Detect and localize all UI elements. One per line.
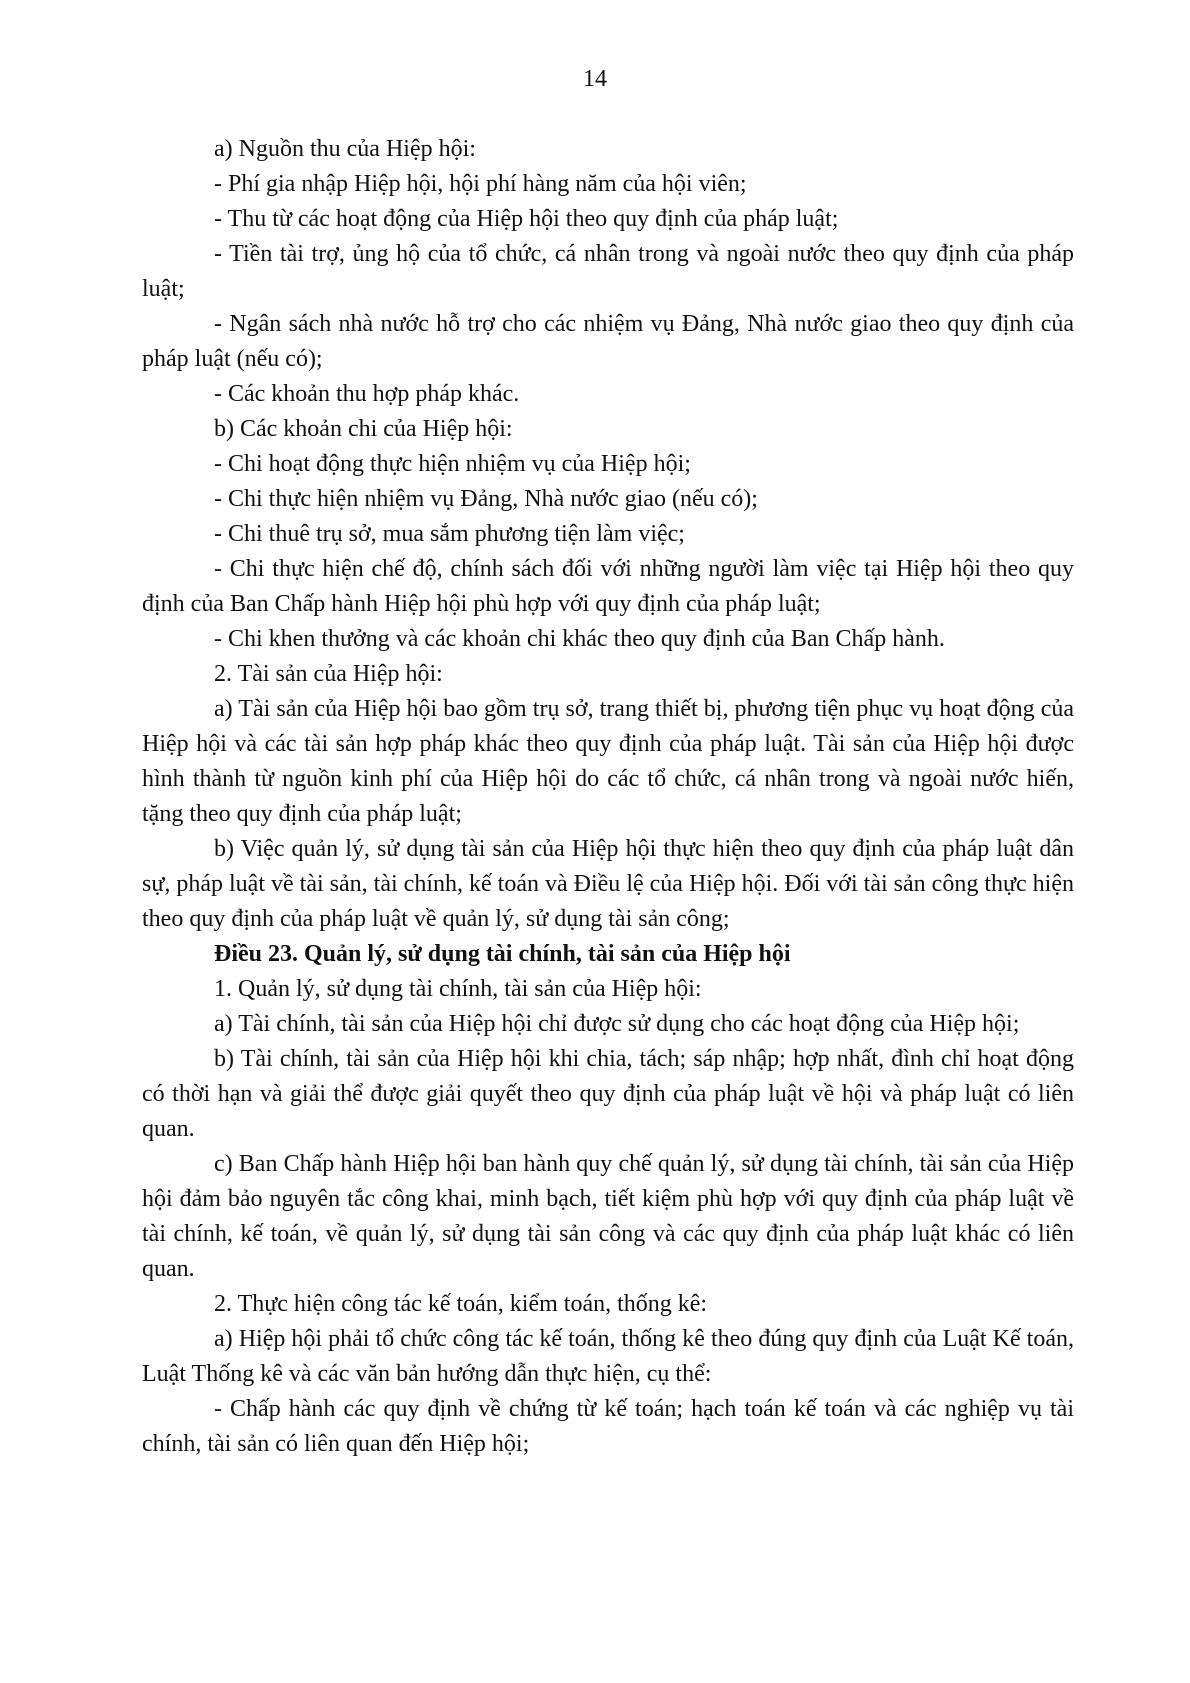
paragraph-expense-staff-policy: - Chi thực hiện chế độ, chính sách đối với những người làm việc tại Hiệp hội theo quy định của Ban Chấp hành Hiệp hội phù hợp với quy định của pháp luật; — [142, 556, 1074, 617]
paragraph-state-budget: - Ngân sách nhà nước hỗ trợ cho các nhiệm vụ Đảng, Nhà nước giao theo quy định của pháp luật (nếu có); — [142, 311, 1074, 372]
paragraph-sponsorship: - Tiền tài trợ, ủng hộ của tổ chức, cá nhân trong và ngoài nước theo quy định của pháp luật; — [142, 241, 1074, 302]
paragraph-finance-restructuring: b) Tài chính, tài sản của Hiệp hội khi chia, tách; sáp nhập; hợp nhất, đình chỉ hoạt động có thời hạn và giải thể được giải quyết theo quy định của pháp luật về hội và pháp luật có liên quan. — [142, 1046, 1074, 1142]
paragraph-assets-heading: 2. Tài sản của Hiệp hội: — [214, 661, 443, 687]
paragraph-membership-fee: - Phí gia nhập Hiệp hội, hội phí hàng năm của hội viên; — [214, 171, 747, 197]
paragraph-expense-party-tasks: - Chi thực hiện nhiệm vụ Đảng, Nhà nước giao (nếu có); — [214, 486, 758, 512]
paragraph-other-income: - Các khoản thu hợp pháp khác. — [214, 381, 520, 407]
paragraph-expenses-heading: b) Các khoản chi của Hiệp hội: — [214, 416, 513, 442]
paragraph-expense-rewards: - Chi khen thưởng và các khoản chi khác theo quy định của Ban Chấp hành. — [214, 626, 945, 652]
document-body — [142, 132, 1074, 1462]
paragraph-expense-office: - Chi thuê trụ sở, mua sắm phương tiện làm việc; — [214, 521, 685, 547]
paragraph-income-sources-heading: a) Nguồn thu của Hiệp hội: — [214, 136, 476, 162]
page-number: 14 — [583, 66, 607, 92]
paragraph-accounting-heading: 2. Thực hiện công tác kế toán, kiểm toán, thống kê: — [214, 1291, 708, 1317]
paragraph-finance-regulations: c) Ban Chấp hành Hiệp hội ban hành quy chế quản lý, sử dụng tài chính, tài sản của Hiệp hội đảm bảo nguyên tắc công khai, minh bạch, tiết kiệm phù hợp với quy định của pháp luật về tài chính, kế toán, về quản lý, sử dụng tài sản công và các quy định của pháp luật khác có liên quan. — [142, 1151, 1074, 1282]
article-23-heading: Điều 23. Quản lý, sử dụng tài chính, tài sản của Hiệp hội — [214, 941, 791, 967]
paragraph-finance-management-heading: 1. Quản lý, sử dụng tài chính, tài sản của Hiệp hội: — [214, 976, 702, 1002]
paragraph-expense-operations: - Chi hoạt động thực hiện nhiệm vụ của Hiệp hội; — [214, 451, 691, 477]
paragraph-activity-income: - Thu từ các hoạt động của Hiệp hội theo quy định của pháp luật; — [214, 206, 839, 232]
paragraph-assets-management: b) Việc quản lý, sử dụng tài sản của Hiệp hội thực hiện theo quy định của pháp luật dân sự, pháp luật về tài sản, tài chính, kế toán và Điều lệ của Hiệp hội. Đối với tài sản công thực hiện theo quy định của pháp luật về quản lý, sử dụng tài sản công; — [142, 836, 1074, 932]
paragraph-accounting-organization: a) Hiệp hội phải tổ chức công tác kế toán, thống kê theo đúng quy định của Luật Kế toán, Luật Thống kê và các văn bản hướng dẫn thực hiện, cụ thể: — [142, 1326, 1074, 1387]
paragraph-finance-usage: a) Tài chính, tài sản của Hiệp hội chỉ được sử dụng cho các hoạt động của Hiệp hội; — [214, 1011, 1020, 1037]
paragraph-accounting-vouchers: - Chấp hành các quy định về chứng từ kế toán; hạch toán kế toán và các nghiệp vụ tài chính, tài sản có liên quan đến Hiệp hội; — [142, 1396, 1074, 1457]
paragraph-assets-composition: a) Tài sản của Hiệp hội bao gồm trụ sở, trang thiết bị, phương tiện phục vụ hoạt động của Hiệp hội và các tài sản hợp pháp khác theo quy định của pháp luật. Tài sản của Hiệp hội được hình thành từ nguồn kinh phí của Hiệp hội do các tổ chức, cá nhân trong và ngoài nước hiến, tặng theo quy định của pháp luật; — [142, 696, 1074, 827]
